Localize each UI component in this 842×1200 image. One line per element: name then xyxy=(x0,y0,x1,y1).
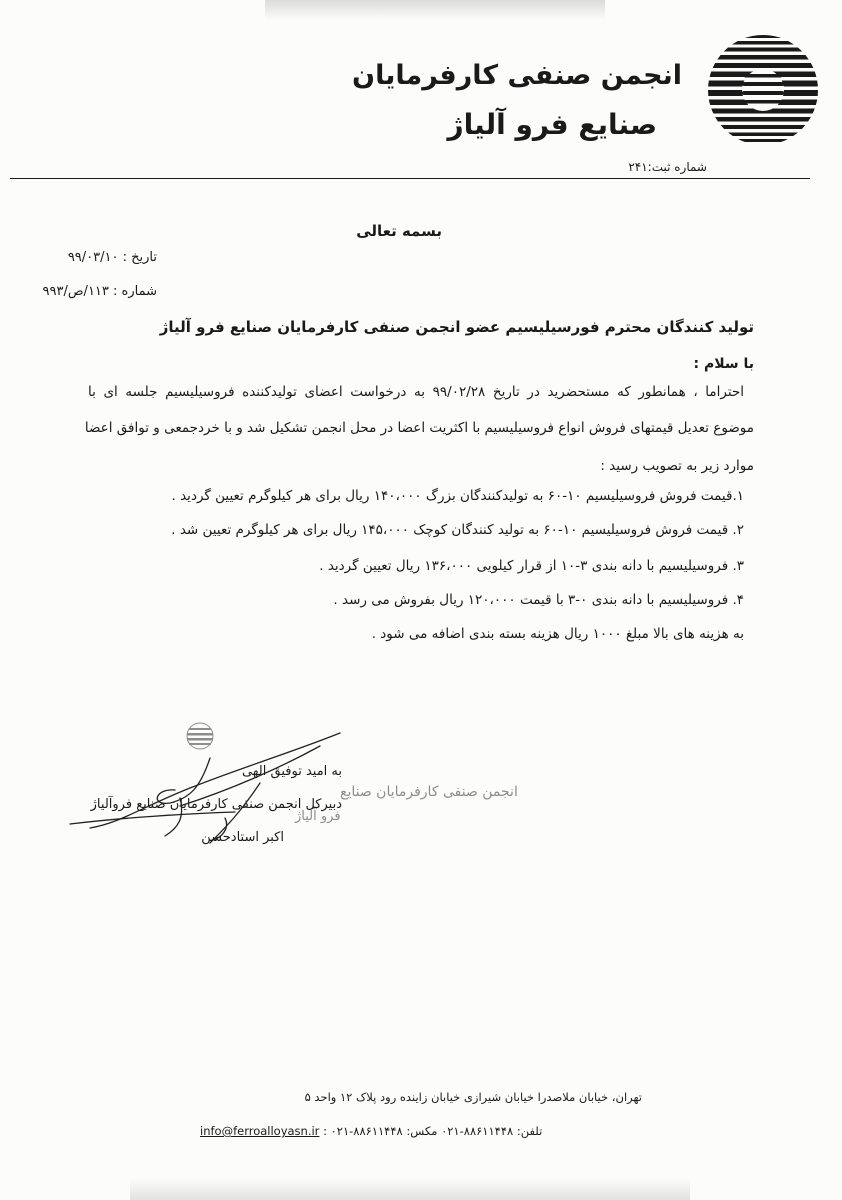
signatory-name: اکبر استادحسن xyxy=(201,830,284,845)
resolution-item: ۴. فروسیلیسیم با دانه بندی ۰-۳ با قیمت ۱۲۰،۰۰۰ ریال بفروش می رسد . xyxy=(333,592,744,608)
phone-fax: تلفن: ۸۸۶۱۱۴۴۸-۰۲۱ مکس: ۸۸۶۱۱۴۴۸-۰۲۱ : xyxy=(323,1124,543,1138)
signatory-title: دبیرکل انجمن صنفی کارفرمایان صنایع فروآلیاژ xyxy=(90,797,342,812)
header-divider xyxy=(10,178,810,179)
footer-address: تهران، خیابان ملاصدرا خیابان شیرازی خیابان زاینده رود پلاک ۱۲ واحد ۵ xyxy=(304,1090,642,1104)
resolution-note: به هزینه های بالا مبلغ ۱۰۰۰ ریال هزینه بسته بندی اضافه می شود . xyxy=(371,626,744,642)
signature-wish: به امید توفیق الهی xyxy=(241,764,342,779)
salutation: با سلام : xyxy=(693,356,754,372)
letter-number: شماره : ۱۱۳/ص/۹۹۳ xyxy=(42,284,157,299)
letter-date: تاریخ : ۹۹/۰۳/۱۰ xyxy=(67,250,157,265)
organization-logo-icon xyxy=(703,30,823,150)
stamp-text-1: انجمن صنفی کارفرمایان صنایع xyxy=(340,784,518,800)
handwritten-signature-icon xyxy=(60,728,350,858)
resolution-item: ۱.قیمت فروش فروسیلیسیم ۱۰-۶۰ به تولیدکنندگان بزرگ ۱۴۰،۰۰۰ ریال برای هر کیلوگرم تعیین گردید . xyxy=(171,488,744,504)
email-link[interactable]: info@ferroalloyasn.ir xyxy=(200,1124,320,1138)
registration-number: شماره ثبت:۲۴۱ xyxy=(628,160,707,174)
body-paragraph-line: موضوع تعدیل قیمتهای فروش انواع فروسیلیسیم با اکثریت اعضا در محل انجمن تشکیل شد و با خردجمعی و توافق اعضا xyxy=(84,420,754,436)
stamp-text-2: فرو آلیاژ xyxy=(295,809,341,824)
bismillah-heading: بسمه تعالی xyxy=(356,222,442,240)
scan-smudge-top xyxy=(265,0,605,20)
resolution-item: ۲. قیمت فروش فروسیلیسیم ۱۰-۶۰ به تولید کنندگان کوچک ۱۴۵،۰۰۰ ریال برای هر کیلوگرم تعیین شد . xyxy=(171,522,744,538)
scan-smudge-bottom xyxy=(130,1178,690,1200)
organization-name-line2: صنایع فرو آلیاژ xyxy=(447,108,657,141)
organization-name-line1: انجمن صنفی کارفرمایان xyxy=(352,60,682,91)
footer-contact xyxy=(200,1124,542,1138)
body-paragraph-line: موارد زیر به تصویب رسید : xyxy=(600,458,754,474)
resolution-item: ۳. فروسیلیسیم با دانه بندی ۳-۱۰ از قرار کیلویی ۱۳۶،۰۰۰ ریال تعیین گردید . xyxy=(319,558,744,574)
recipient-line: تولید کنندگان محترم فورسیلیسیم عضو انجمن صنفی کارفرمایان صنایع فرو آلیاژ xyxy=(159,318,754,336)
body-paragraph-line: احتراما ، همانطور که مستحضرید در تاریخ ۹۹/۰۲/۲۸ به درخواست اعضای تولیدکننده فروسیلیسیم جلسه ای با xyxy=(88,384,744,400)
